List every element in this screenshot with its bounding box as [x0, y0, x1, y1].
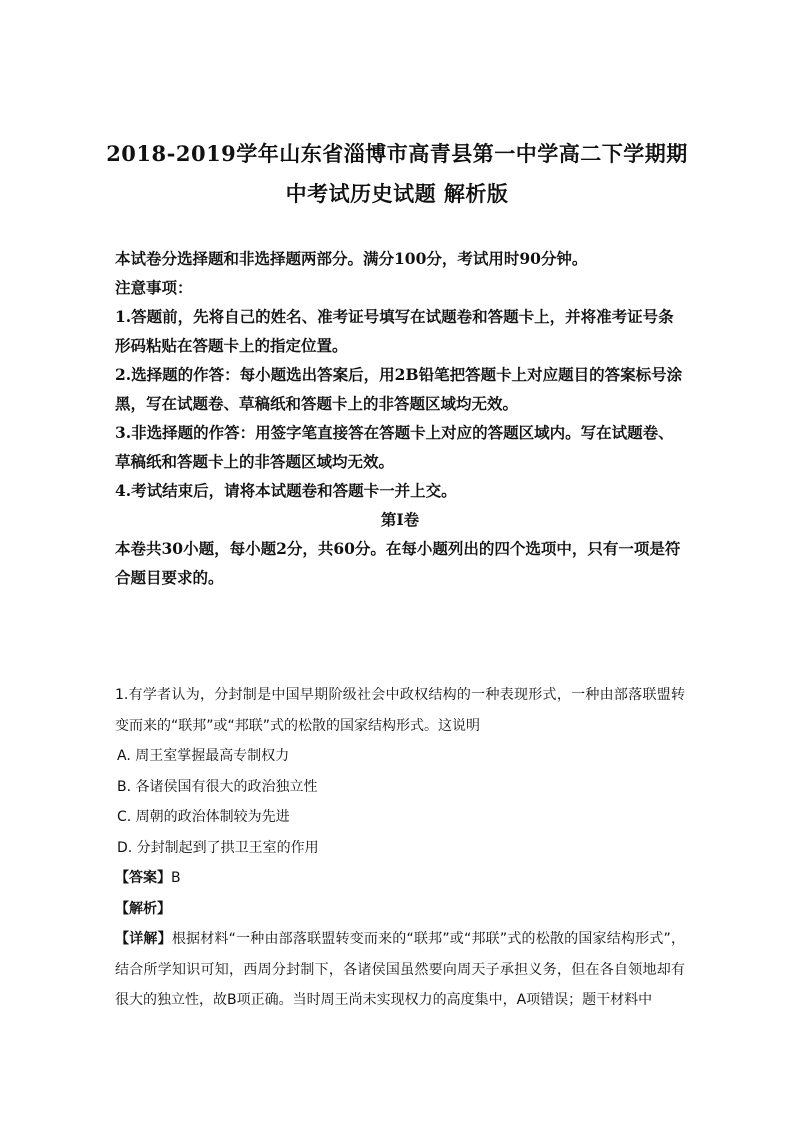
document-title-line-1: 2018-2019学年山东省淄博市高青县第一中学高二下学期期 — [106, 141, 688, 166]
section-title: 第Ⅰ卷 — [380, 510, 420, 529]
question-1 — [115, 680, 685, 1016]
answer-line — [115, 863, 685, 894]
answer-value: B — [171, 870, 181, 886]
section-description: 本卷共30小题，每小题2分，共60分。在每小题列出的四个选项中，只有一项是符合题目要求的。 — [115, 539, 681, 587]
option-a: A. 周王室掌握最高专制权力 — [117, 748, 290, 764]
exam-instructions — [115, 244, 685, 592]
answer-label: 【答案】 — [115, 870, 171, 886]
question-stem: 1.有学者认为，分封制是中国早期阶级社会中政权结构的一种表现形式，一种由部落联盟转变而来的“联邦”或“邦联”式的松散的国家结构形式。这说明 — [115, 687, 685, 734]
exam-summary: 本试卷分选择题和非选择题两部分。满分100分，考试用时90分钟。 — [115, 249, 588, 268]
detail-text: 根据材料“一种由部落联盟转变而来的“联邦”或“邦联”式的松散的国家结构形式”，结合所学知识可知，西周分封制下，各诸侯国虽然要向周天子承担义务，但在各自领地却有很大的独立性，故B项正确。当时周王尚未实现权力的高度集中，A项错误；题干材料中 — [115, 931, 686, 1008]
notice-item-1: 1.答题前，先将自己的姓名、准考证号填写在试题卷和答题卡上，并将准考证号条形码粘贴在答题卡上的指定位置。 — [115, 307, 674, 355]
document-title-line-2: 中考试历史试题 解析版 — [285, 181, 509, 206]
detail-paragraph — [115, 924, 685, 1016]
detail-label: 【详解】 — [115, 931, 172, 947]
notice-heading: 注意事项： — [115, 278, 193, 297]
analysis-label: 【解析】 — [115, 900, 171, 917]
option-b: B. 各诸侯国有很大的政治独立性 — [117, 778, 318, 795]
option-c: C. 周朝的政治体制较为先进 — [117, 809, 290, 825]
notice-item-4: 4.考试结束后，请将本试题卷和答题卡一并上交。 — [115, 481, 457, 500]
notice-item-3: 3.非选择题的作答：用签字笔直接答在答题卡上对应的答题区域内。写在试题卷、草稿纸和答题卡上的非答题区域均无效。 — [115, 423, 674, 471]
notice-item-2: 2.选择题的作答：每小题选出答案后，用2B铅笔把答题卡上对应题目的答案标号涂黑，写在试题卷、草稿纸和答题卡上的非答题区域均无效。 — [115, 365, 683, 413]
option-d: D. 分封制起到了拱卫王室的作用 — [117, 839, 319, 856]
